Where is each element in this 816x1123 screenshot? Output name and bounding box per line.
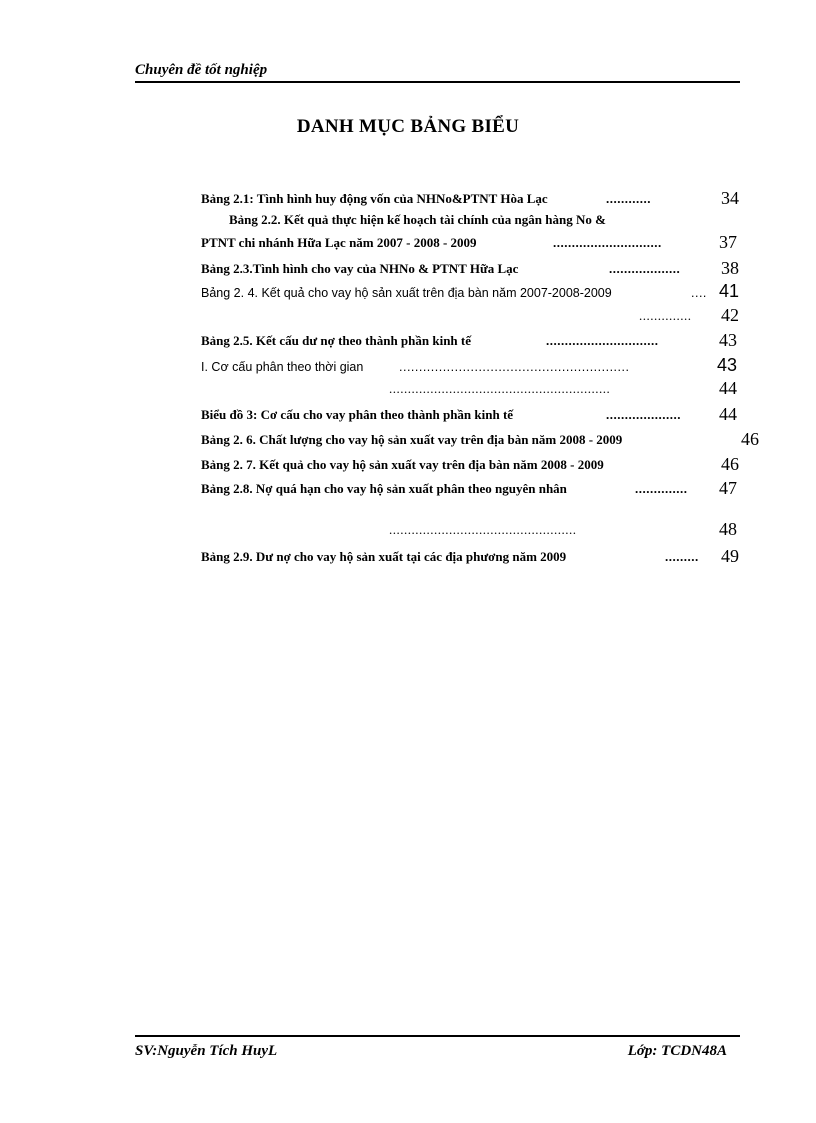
toc-entry[interactable] (201, 208, 741, 230)
toc-entry-page: 44 (719, 378, 737, 398)
toc-entry-label: Bảng 2. 4. Kết quả cho vay hộ sản xuất trên địa bàn năm 2007-2008-2009 (201, 286, 612, 300)
toc-entry[interactable] (201, 231, 741, 253)
toc-entry-leader: ............................. (553, 235, 662, 250)
toc-entry[interactable] (201, 329, 741, 351)
toc-entry-leader: ......... (665, 549, 699, 564)
toc-entry-label: Bảng 2.2. Kết quả thực hiện kế hoạch tài chính của ngân hàng No & (229, 212, 606, 227)
header-rule (135, 81, 740, 83)
toc-entry-label: Bảng 2. 7. Kết quả cho vay hộ sản xuất vay trên địa bàn năm 2008 - 2009 (201, 457, 604, 472)
toc-entry[interactable] (201, 403, 741, 425)
toc-entry-page: 44 (719, 404, 737, 424)
toc-entry[interactable] (201, 354, 741, 376)
toc-entry-leader: ............ (606, 191, 651, 206)
toc-entry-label: Bảng 2. 6. Chất lượng cho vay hộ sản xuất vay trên địa bàn năm 2008 - 2009 (201, 432, 623, 447)
toc-entry-label: Biểu đồ 3: Cơ cấu cho vay phân theo thành phần kinh tế (201, 407, 514, 422)
toc-entry-page: 49 (721, 546, 739, 566)
toc-entry-leader: .............. (639, 308, 692, 323)
toc-entry-page: 43 (716, 355, 737, 375)
toc-entry[interactable] (201, 280, 741, 302)
toc-entry-page: 47 (719, 478, 737, 498)
toc-entry-leader: .............. (635, 481, 688, 496)
toc-entry-leader: .................... (606, 407, 681, 422)
toc-entry-page: 42 (721, 305, 739, 325)
footer-student-name: SV:Nguyễn Tích HuyL (135, 1043, 278, 1059)
toc-entry[interactable] (201, 377, 741, 399)
toc-entry-page: 43 (719, 330, 737, 350)
toc-entry[interactable] (201, 187, 741, 209)
toc-entry-leader: .............................. (546, 333, 659, 348)
toc-entry-page: 46 (741, 429, 759, 449)
toc-entry-page: 37 (719, 232, 737, 252)
toc-entry-label: I. Cơ cấu phân theo thời gian (201, 360, 364, 374)
toc-entry-page: 48 (719, 519, 737, 539)
toc-entry-label: PTNT chi nhánh Hữa Lạc năm 2007 - 2008 - 2009 (201, 235, 477, 250)
page-title: DANH MỤC BẢNG BIỂU (296, 116, 520, 137)
toc-entry-leader: .................................................. (389, 522, 577, 537)
footer-class: Lớp: TCDN48A (627, 1043, 727, 1059)
toc-entry-page: 38 (721, 258, 739, 278)
footer-rule (135, 1035, 740, 1037)
toc-entry-page: 34 (721, 188, 739, 208)
toc-entry-leader: .......................................................... (399, 360, 630, 374)
toc-entry[interactable] (201, 545, 741, 567)
toc-entry-label: Bảng 2.3.Tình hình cho vay của NHNo & PTNT Hữa Lạc (201, 261, 519, 276)
toc-entry-page: 41 (718, 281, 739, 301)
toc-entry-leader: .... (691, 286, 707, 300)
toc-entry[interactable] (201, 518, 741, 540)
running-header: Chuyên đề tốt nghiệp (135, 62, 268, 78)
toc-entry-label: Bảng 2.9. Dư nợ cho vay hộ sản xuất tại các địa phương năm 2009 (201, 549, 567, 564)
toc-entry[interactable] (201, 428, 759, 450)
toc-entry-leader: ........................................................... (389, 381, 611, 396)
toc-entry-label: Bảng 2.1: Tình hình huy động vốn của NHNo&PTNT Hòa Lạc (201, 191, 548, 206)
toc-entry[interactable] (201, 304, 741, 326)
toc-entry-leader: ................... (609, 261, 681, 276)
toc-entry-label: Bảng 2.8. Nợ quá hạn cho vay hộ sản xuất phân theo nguyên nhân (201, 481, 567, 496)
toc-entry[interactable] (201, 477, 741, 499)
toc-entry-page: 46 (721, 454, 739, 474)
toc-entry[interactable] (201, 453, 741, 475)
toc-entry-label: Bảng 2.5. Kết cấu dư nợ theo thành phần kinh tế (201, 333, 472, 348)
toc-entry[interactable] (201, 257, 741, 279)
